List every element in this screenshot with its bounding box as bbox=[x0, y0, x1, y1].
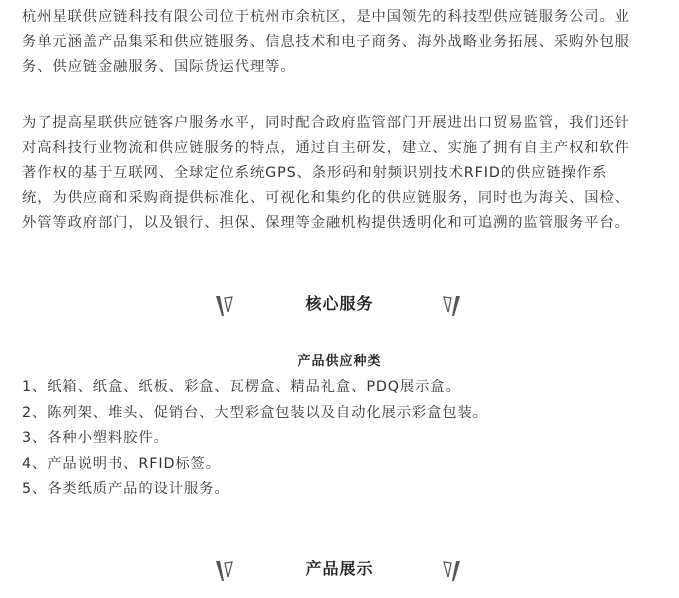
core-services-heading bbox=[0, 289, 679, 319]
brush-stroke-right-icon bbox=[442, 557, 462, 583]
intro-line: 务、供应链金融服务、国际货运代理等。 bbox=[22, 59, 296, 75]
about-line: 统，为供应商和采购商提供标准化、可视化和集约化的供应链服务，同时也为海关、国检、 bbox=[22, 190, 630, 206]
product-supply-list bbox=[22, 375, 488, 503]
intro-line: 务单元涵盖产品集采和供应链服务、信息技术和电子商务、海外战略业务拓展、采购外包服 bbox=[22, 34, 630, 50]
product-supply-subtitle: 产品供应种类 bbox=[297, 354, 382, 369]
about-paragraph bbox=[22, 111, 662, 236]
about-line: 对高科技行业物流和供应链服务的特点，通过自主研发，建立、实施了拥有自主产权和软件 bbox=[22, 140, 630, 156]
section-title: 核心服务 bbox=[305, 294, 374, 313]
section-title: 产品展示 bbox=[305, 559, 374, 578]
list-item: 5、各类纸质产品的设计服务。 bbox=[22, 481, 230, 497]
product-display-heading bbox=[0, 554, 679, 584]
list-item: 4、产品说明书、RFID标签。 bbox=[22, 455, 221, 472]
about-line: 外管等政府部门，以及银行、担保、保理等金融机构提供透明化和可追溯的监管服务平台。 bbox=[22, 215, 630, 231]
intro-paragraph bbox=[22, 5, 662, 80]
brush-stroke-right-icon bbox=[442, 292, 462, 318]
list-item: 2、陈列架、堆头、促销台、大型彩盒包装以及自动化展示彩盒包装。 bbox=[22, 404, 488, 421]
list-item: 3、各种小塑料胶件。 bbox=[22, 430, 169, 446]
list-item: 1、纸箱、纸盒、纸板、彩盒、瓦楞盒、精品礼盒、PDQ展示盒。 bbox=[22, 379, 461, 395]
about-line: 为了提高星联供应链客户服务水平，同时配合政府监管部门开展进出口贸易监管，我们还针 bbox=[22, 115, 630, 131]
about-line: 著作权的基于互联网、全球定位系统GPS、条形码和射频识别技术RFID的供应链操作系 bbox=[22, 165, 608, 181]
intro-line: 杭州星联供应链科技有限公司位于杭州市余杭区，是中国领先的科技型供应链服务公司。业 bbox=[22, 9, 630, 25]
